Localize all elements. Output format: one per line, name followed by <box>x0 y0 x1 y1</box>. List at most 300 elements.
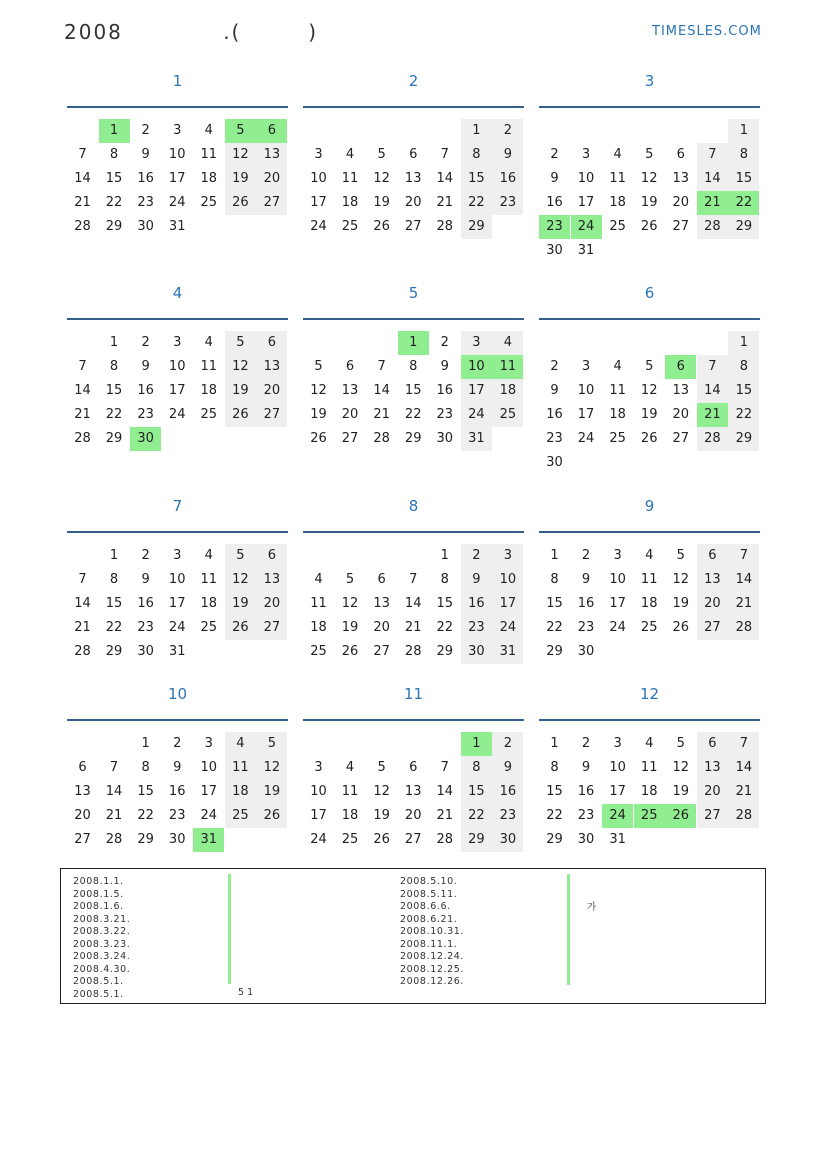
day-cell: 19 <box>310 407 327 422</box>
day-cell: 5 <box>645 147 654 162</box>
day-cell: 27 <box>697 804 728 828</box>
day-cell: 13 <box>697 568 728 592</box>
day-cell: 24 <box>168 620 186 635</box>
day-cell: 2 <box>550 359 559 374</box>
day-cell: 14 <box>728 568 759 592</box>
month-name: 11 <box>403 685 424 703</box>
day-cell: 11 <box>341 171 359 186</box>
day-cell: 14 <box>105 784 123 799</box>
day-cell: 6 <box>377 572 386 587</box>
month-name: 12 <box>639 685 660 703</box>
day-cell: 16 <box>436 383 454 398</box>
day-cell: 25 <box>640 620 658 635</box>
day-cell: 15 <box>461 167 492 191</box>
day-cell: 19 <box>640 407 658 422</box>
day-cell: 26 <box>341 644 359 659</box>
day-cell: 20 <box>373 620 390 635</box>
day-cell: 10 <box>609 760 626 775</box>
day-cell: 22 <box>461 191 492 215</box>
day-cell: 5 <box>377 147 386 162</box>
holiday-date: 2008.10.31. <box>400 926 465 937</box>
day-cell: 9 <box>440 359 449 374</box>
day-cell: 30 <box>461 640 492 664</box>
day-cell: 28 <box>74 219 91 234</box>
holiday-day-cell: 1 <box>398 331 429 355</box>
holiday-date: 2008.1.6. <box>73 901 124 912</box>
holiday-day-cell: 21 <box>697 403 728 427</box>
holiday-day-cell: 26 <box>665 804 696 828</box>
day-cell: 9 <box>581 572 591 587</box>
day-cell: 25 <box>200 407 218 422</box>
day-cell: 30 <box>492 828 523 852</box>
day-cell: 8 <box>728 355 759 379</box>
day-cell: 12 <box>341 596 359 611</box>
day-cell: 24 <box>310 832 327 847</box>
day-cell: 9 <box>492 143 523 167</box>
holiday-date: 2008.5.1. <box>73 976 124 987</box>
day-cell: 20 <box>256 379 287 403</box>
month-rule <box>303 531 524 533</box>
day-cell: 20 <box>697 592 728 616</box>
day-cell: 7 <box>728 544 759 568</box>
day-cell: 7 <box>440 760 449 775</box>
day-cell: 2 <box>461 544 492 568</box>
day-cell: 11 <box>609 383 626 398</box>
day-cell: 22 <box>137 808 154 823</box>
day-cell: 16 <box>546 407 563 422</box>
month-rule <box>67 719 288 721</box>
day-cell: 9 <box>550 171 559 186</box>
day-cell: 12 <box>225 568 256 592</box>
holiday-dates-right <box>400 876 464 989</box>
day-cell: 24 <box>461 403 492 427</box>
day-cell: 4 <box>492 331 523 355</box>
day-cell: 11 <box>310 596 327 611</box>
day-cell: 9 <box>461 568 492 592</box>
holiday-date: 2008.1.1. <box>73 876 124 887</box>
day-cell: 5 <box>256 732 287 756</box>
day-cell: 15 <box>105 596 123 611</box>
day-cell: 18 <box>341 195 359 210</box>
month-rule <box>303 719 524 721</box>
day-cell: 2 <box>581 736 591 751</box>
day-cell: 22 <box>461 804 492 828</box>
month-rule <box>539 719 760 721</box>
day-cell: 3 <box>173 335 182 350</box>
month-name: 4 <box>172 284 183 302</box>
day-cell: 10 <box>609 572 626 587</box>
day-cell: 10 <box>200 760 218 775</box>
day-cell: 1 <box>109 548 119 563</box>
day-cell: 24 <box>168 407 186 422</box>
holiday-day-cell: 5 <box>225 119 256 143</box>
day-cell: 25 <box>200 620 218 635</box>
day-cell: 29 <box>546 644 563 659</box>
day-cell: 27 <box>256 403 287 427</box>
day-cell: 8 <box>550 760 559 775</box>
month-name: 5 <box>408 284 419 302</box>
day-cell: 5 <box>314 359 323 374</box>
month-rule <box>67 318 288 320</box>
day-cell: 12 <box>373 171 390 186</box>
day-cell: 24 <box>200 808 218 823</box>
day-cell: 11 <box>609 171 626 186</box>
day-cell: 1 <box>728 119 759 143</box>
day-cell: 20 <box>74 808 91 823</box>
site-brand-link[interactable]: TIMESLES.COM <box>652 24 762 39</box>
day-cell: 31 <box>577 243 595 258</box>
day-cell: 6 <box>256 544 287 568</box>
day-cell: 7 <box>78 147 87 162</box>
day-cell: 13 <box>256 355 287 379</box>
day-cell: 18 <box>200 171 218 186</box>
month-rule <box>67 531 288 533</box>
day-cell: 28 <box>404 644 422 659</box>
day-cell: 16 <box>137 596 154 611</box>
day-cell: 8 <box>461 756 492 780</box>
day-cell: 5 <box>225 331 256 355</box>
day-cell: 16 <box>461 592 492 616</box>
day-cell: 23 <box>546 431 563 446</box>
day-cell: 19 <box>225 379 256 403</box>
day-cell: 2 <box>550 147 559 162</box>
day-cell: 16 <box>168 784 186 799</box>
day-cell: 15 <box>546 596 563 611</box>
day-cell: 14 <box>436 171 454 186</box>
day-cell: 11 <box>640 572 658 587</box>
day-cell: 2 <box>173 736 182 751</box>
day-cell: 2 <box>141 548 150 563</box>
day-cell: 22 <box>404 407 422 422</box>
day-cell: 12 <box>310 383 327 398</box>
day-cell: 17 <box>609 784 626 799</box>
day-cell: 27 <box>404 832 422 847</box>
day-cell: 21 <box>74 195 91 210</box>
holiday-day-cell: 1 <box>461 732 492 756</box>
day-cell: 13 <box>404 171 422 186</box>
day-cell: 27 <box>373 644 390 659</box>
day-cell: 24 <box>577 431 595 446</box>
day-cell: 21 <box>436 195 454 210</box>
day-cell: 26 <box>640 431 658 446</box>
day-cell: 12 <box>640 383 658 398</box>
day-cell: 17 <box>310 808 327 823</box>
day-cell: 17 <box>492 592 523 616</box>
day-cell: 15 <box>461 780 492 804</box>
day-cell: 22 <box>105 620 123 635</box>
day-cell: 25 <box>310 644 327 659</box>
day-cell: 27 <box>341 431 359 446</box>
day-cell: 9 <box>173 760 182 775</box>
day-cell: 6 <box>697 544 728 568</box>
holiday-day-cell: 24 <box>602 804 633 828</box>
day-cell: 4 <box>204 123 213 138</box>
holiday-list <box>60 868 766 1004</box>
day-cell: 20 <box>256 167 287 191</box>
day-cell: 9 <box>550 383 559 398</box>
day-cell: 12 <box>225 143 256 167</box>
day-cell: 6 <box>345 359 355 374</box>
day-cell: 10 <box>577 171 595 186</box>
day-cell: 30 <box>137 219 154 234</box>
day-cell: 12 <box>672 760 690 775</box>
holiday-date: 2008.3.22. <box>73 926 131 937</box>
day-cell: 16 <box>492 780 523 804</box>
day-cell: 6 <box>409 147 418 162</box>
day-cell: 18 <box>492 379 523 403</box>
day-cell: 29 <box>546 832 563 847</box>
day-cell: 30 <box>577 644 595 659</box>
day-cell: 17 <box>168 596 186 611</box>
day-cell: 31 <box>168 219 186 234</box>
day-cell: 9 <box>492 756 523 780</box>
day-cell: 16 <box>546 195 563 210</box>
day-cell: 29 <box>436 644 454 659</box>
day-cell: 2 <box>141 335 150 350</box>
day-cell: 7 <box>728 732 759 756</box>
day-cell: 8 <box>409 359 418 374</box>
day-cell: 27 <box>672 219 690 234</box>
day-cell: 28 <box>728 616 759 640</box>
day-cell: 19 <box>672 596 690 611</box>
day-cell: 12 <box>640 171 658 186</box>
day-cell: 29 <box>461 828 492 852</box>
day-cell: 16 <box>492 167 523 191</box>
day-cell: 21 <box>436 808 454 823</box>
day-cell: 19 <box>225 592 256 616</box>
holiday-day-cell: 22 <box>728 191 759 215</box>
day-cell: 17 <box>461 379 492 403</box>
day-cell: 5 <box>377 760 386 775</box>
day-cell: 20 <box>404 195 422 210</box>
day-cell: 1 <box>550 736 559 751</box>
day-cell: 3 <box>173 123 182 138</box>
day-cell: 18 <box>310 620 327 635</box>
day-cell: 4 <box>225 732 256 756</box>
month-name: 7 <box>172 497 183 515</box>
day-cell: 18 <box>640 784 658 799</box>
holiday-day-cell: 21 <box>697 191 728 215</box>
month-rule <box>303 318 524 320</box>
month-name: 2 <box>408 72 419 90</box>
day-cell: 2 <box>141 123 150 138</box>
day-cell: 14 <box>373 383 390 398</box>
day-cell: 11 <box>200 359 218 374</box>
day-cell: 11 <box>225 756 256 780</box>
day-cell: 27 <box>256 191 287 215</box>
holiday-note-left: 5 1 <box>238 987 254 998</box>
day-cell: 18 <box>609 195 626 210</box>
holiday-date: 2008.1.5. <box>73 888 124 900</box>
day-cell: 26 <box>225 191 256 215</box>
day-cell: 27 <box>404 219 422 234</box>
day-cell: 31 <box>492 640 523 664</box>
day-cell: 4 <box>645 548 654 563</box>
day-cell: 18 <box>341 808 359 823</box>
day-cell: 15 <box>105 383 123 398</box>
day-cell: 24 <box>310 219 327 234</box>
day-cell: 28 <box>697 215 728 239</box>
day-cell: 13 <box>256 143 287 167</box>
day-cell: 23 <box>577 620 595 635</box>
day-cell: 18 <box>200 596 218 611</box>
month-name: 8 <box>408 497 419 515</box>
day-cell: 20 <box>697 780 728 804</box>
day-cell: 23 <box>137 620 154 635</box>
day-cell: 1 <box>141 736 150 751</box>
day-cell: 19 <box>341 620 359 635</box>
day-cell: 4 <box>204 548 213 563</box>
month-name: 10 <box>167 685 188 703</box>
day-cell: 26 <box>225 616 256 640</box>
day-cell: 6 <box>256 331 287 355</box>
holiday-date: 2008.5.11. <box>400 888 458 900</box>
holiday-day-cell: 10 <box>461 355 492 379</box>
day-cell: 29 <box>461 215 492 239</box>
day-cell: 17 <box>310 195 327 210</box>
holiday-date: 2008.3.21. <box>73 913 131 925</box>
holiday-day-cell: 6 <box>256 119 287 143</box>
day-cell: 26 <box>672 620 690 635</box>
holiday-day-cell: 31 <box>193 828 224 852</box>
day-cell: 28 <box>105 832 123 847</box>
day-cell: 24 <box>492 616 523 640</box>
page-title: 2008 .( ) <box>64 20 319 44</box>
day-cell: 26 <box>373 219 390 234</box>
day-cell: 21 <box>74 407 91 422</box>
day-cell: 28 <box>436 832 454 847</box>
day-cell: 26 <box>373 832 390 847</box>
day-cell: 29 <box>728 427 759 451</box>
day-cell: 26 <box>310 431 327 446</box>
month-rule <box>303 106 524 108</box>
day-cell: 29 <box>105 219 123 234</box>
day-cell: 31 <box>461 427 492 451</box>
holiday-day-cell: 6 <box>665 355 696 379</box>
month-rule <box>539 318 760 320</box>
day-cell: 1 <box>109 335 119 350</box>
day-cell: 27 <box>256 616 287 640</box>
day-cell: 8 <box>728 143 759 167</box>
day-cell: 4 <box>314 572 323 587</box>
holiday-date: 2008.12.25. <box>400 963 465 975</box>
day-cell: 25 <box>341 832 359 847</box>
day-cell: 6 <box>409 760 418 775</box>
day-cell: 12 <box>373 784 390 799</box>
holiday-note-right: 가 <box>587 902 597 913</box>
holiday-dates-left <box>73 876 130 1001</box>
month-rule <box>67 106 288 108</box>
day-cell: 17 <box>200 784 218 799</box>
day-cell: 27 <box>74 832 91 847</box>
day-cell: 20 <box>341 407 359 422</box>
day-cell: 27 <box>672 431 690 446</box>
holiday-divider-right <box>567 874 570 985</box>
day-cell: 17 <box>168 171 186 186</box>
month-name: 3 <box>644 72 655 90</box>
day-cell: 13 <box>672 383 690 398</box>
day-cell: 8 <box>550 572 559 587</box>
day-cell: 3 <box>613 548 622 563</box>
day-cell: 4 <box>613 147 622 162</box>
holiday-date: 2008.4.30. <box>73 963 131 975</box>
day-cell: 15 <box>404 383 422 398</box>
day-cell: 3 <box>492 544 523 568</box>
day-cell: 29 <box>728 215 759 239</box>
holiday-date: 2008.6.21. <box>400 913 458 925</box>
day-cell: 21 <box>74 620 91 635</box>
day-cell: 9 <box>581 760 591 775</box>
day-cell: 4 <box>613 359 622 374</box>
day-cell: 21 <box>728 780 759 804</box>
holiday-date: 2008.3.24. <box>73 951 131 962</box>
day-cell: 3 <box>314 147 323 162</box>
day-cell: 22 <box>546 620 563 635</box>
day-cell: 7 <box>697 355 728 379</box>
day-cell: 28 <box>697 427 728 451</box>
day-cell: 31 <box>609 832 626 847</box>
day-cell: 8 <box>109 572 119 587</box>
day-cell: 23 <box>492 191 523 215</box>
month-rule <box>539 531 760 533</box>
day-cell: 20 <box>256 592 287 616</box>
day-cell: 29 <box>105 644 123 659</box>
day-cell: 13 <box>672 171 690 186</box>
holiday-day-cell: 23 <box>539 215 570 239</box>
day-cell: 2 <box>440 335 449 350</box>
day-cell: 30 <box>546 455 563 470</box>
month-name: 9 <box>644 497 655 515</box>
holiday-date: 2008.6.6. <box>400 901 451 912</box>
day-cell: 23 <box>168 808 186 823</box>
day-cell: 10 <box>168 572 186 587</box>
day-cell: 10 <box>310 171 327 186</box>
day-cell: 10 <box>168 359 186 374</box>
day-cell: 7 <box>440 147 449 162</box>
day-cell: 25 <box>200 195 218 210</box>
day-cell: 30 <box>546 243 563 258</box>
day-cell: 25 <box>492 403 523 427</box>
day-cell: 30 <box>577 832 595 847</box>
day-cell: 26 <box>256 804 287 828</box>
day-cell: 7 <box>109 760 119 775</box>
day-cell: 27 <box>697 616 728 640</box>
day-cell: 3 <box>613 736 622 751</box>
day-cell: 23 <box>577 808 595 823</box>
day-cell: 10 <box>492 568 523 592</box>
day-cell: 6 <box>676 147 685 162</box>
day-cell: 5 <box>676 548 685 563</box>
day-cell: 18 <box>640 596 658 611</box>
day-cell: 2 <box>581 548 591 563</box>
day-cell: 16 <box>577 784 595 799</box>
day-cell: 18 <box>609 407 626 422</box>
month-rule <box>539 106 760 108</box>
day-cell: 15 <box>728 379 759 403</box>
day-cell: 24 <box>168 195 186 210</box>
day-cell: 16 <box>137 383 154 398</box>
day-cell: 23 <box>492 804 523 828</box>
day-cell: 23 <box>137 407 154 422</box>
day-cell: 7 <box>377 359 386 374</box>
day-cell: 7 <box>409 572 418 587</box>
day-cell: 13 <box>373 596 390 611</box>
day-cell: 3 <box>314 760 323 775</box>
holiday-day-cell: 30 <box>130 427 161 451</box>
day-cell: 3 <box>581 147 591 162</box>
holiday-day-cell: 1 <box>99 119 130 143</box>
holiday-day-cell: 11 <box>492 355 523 379</box>
